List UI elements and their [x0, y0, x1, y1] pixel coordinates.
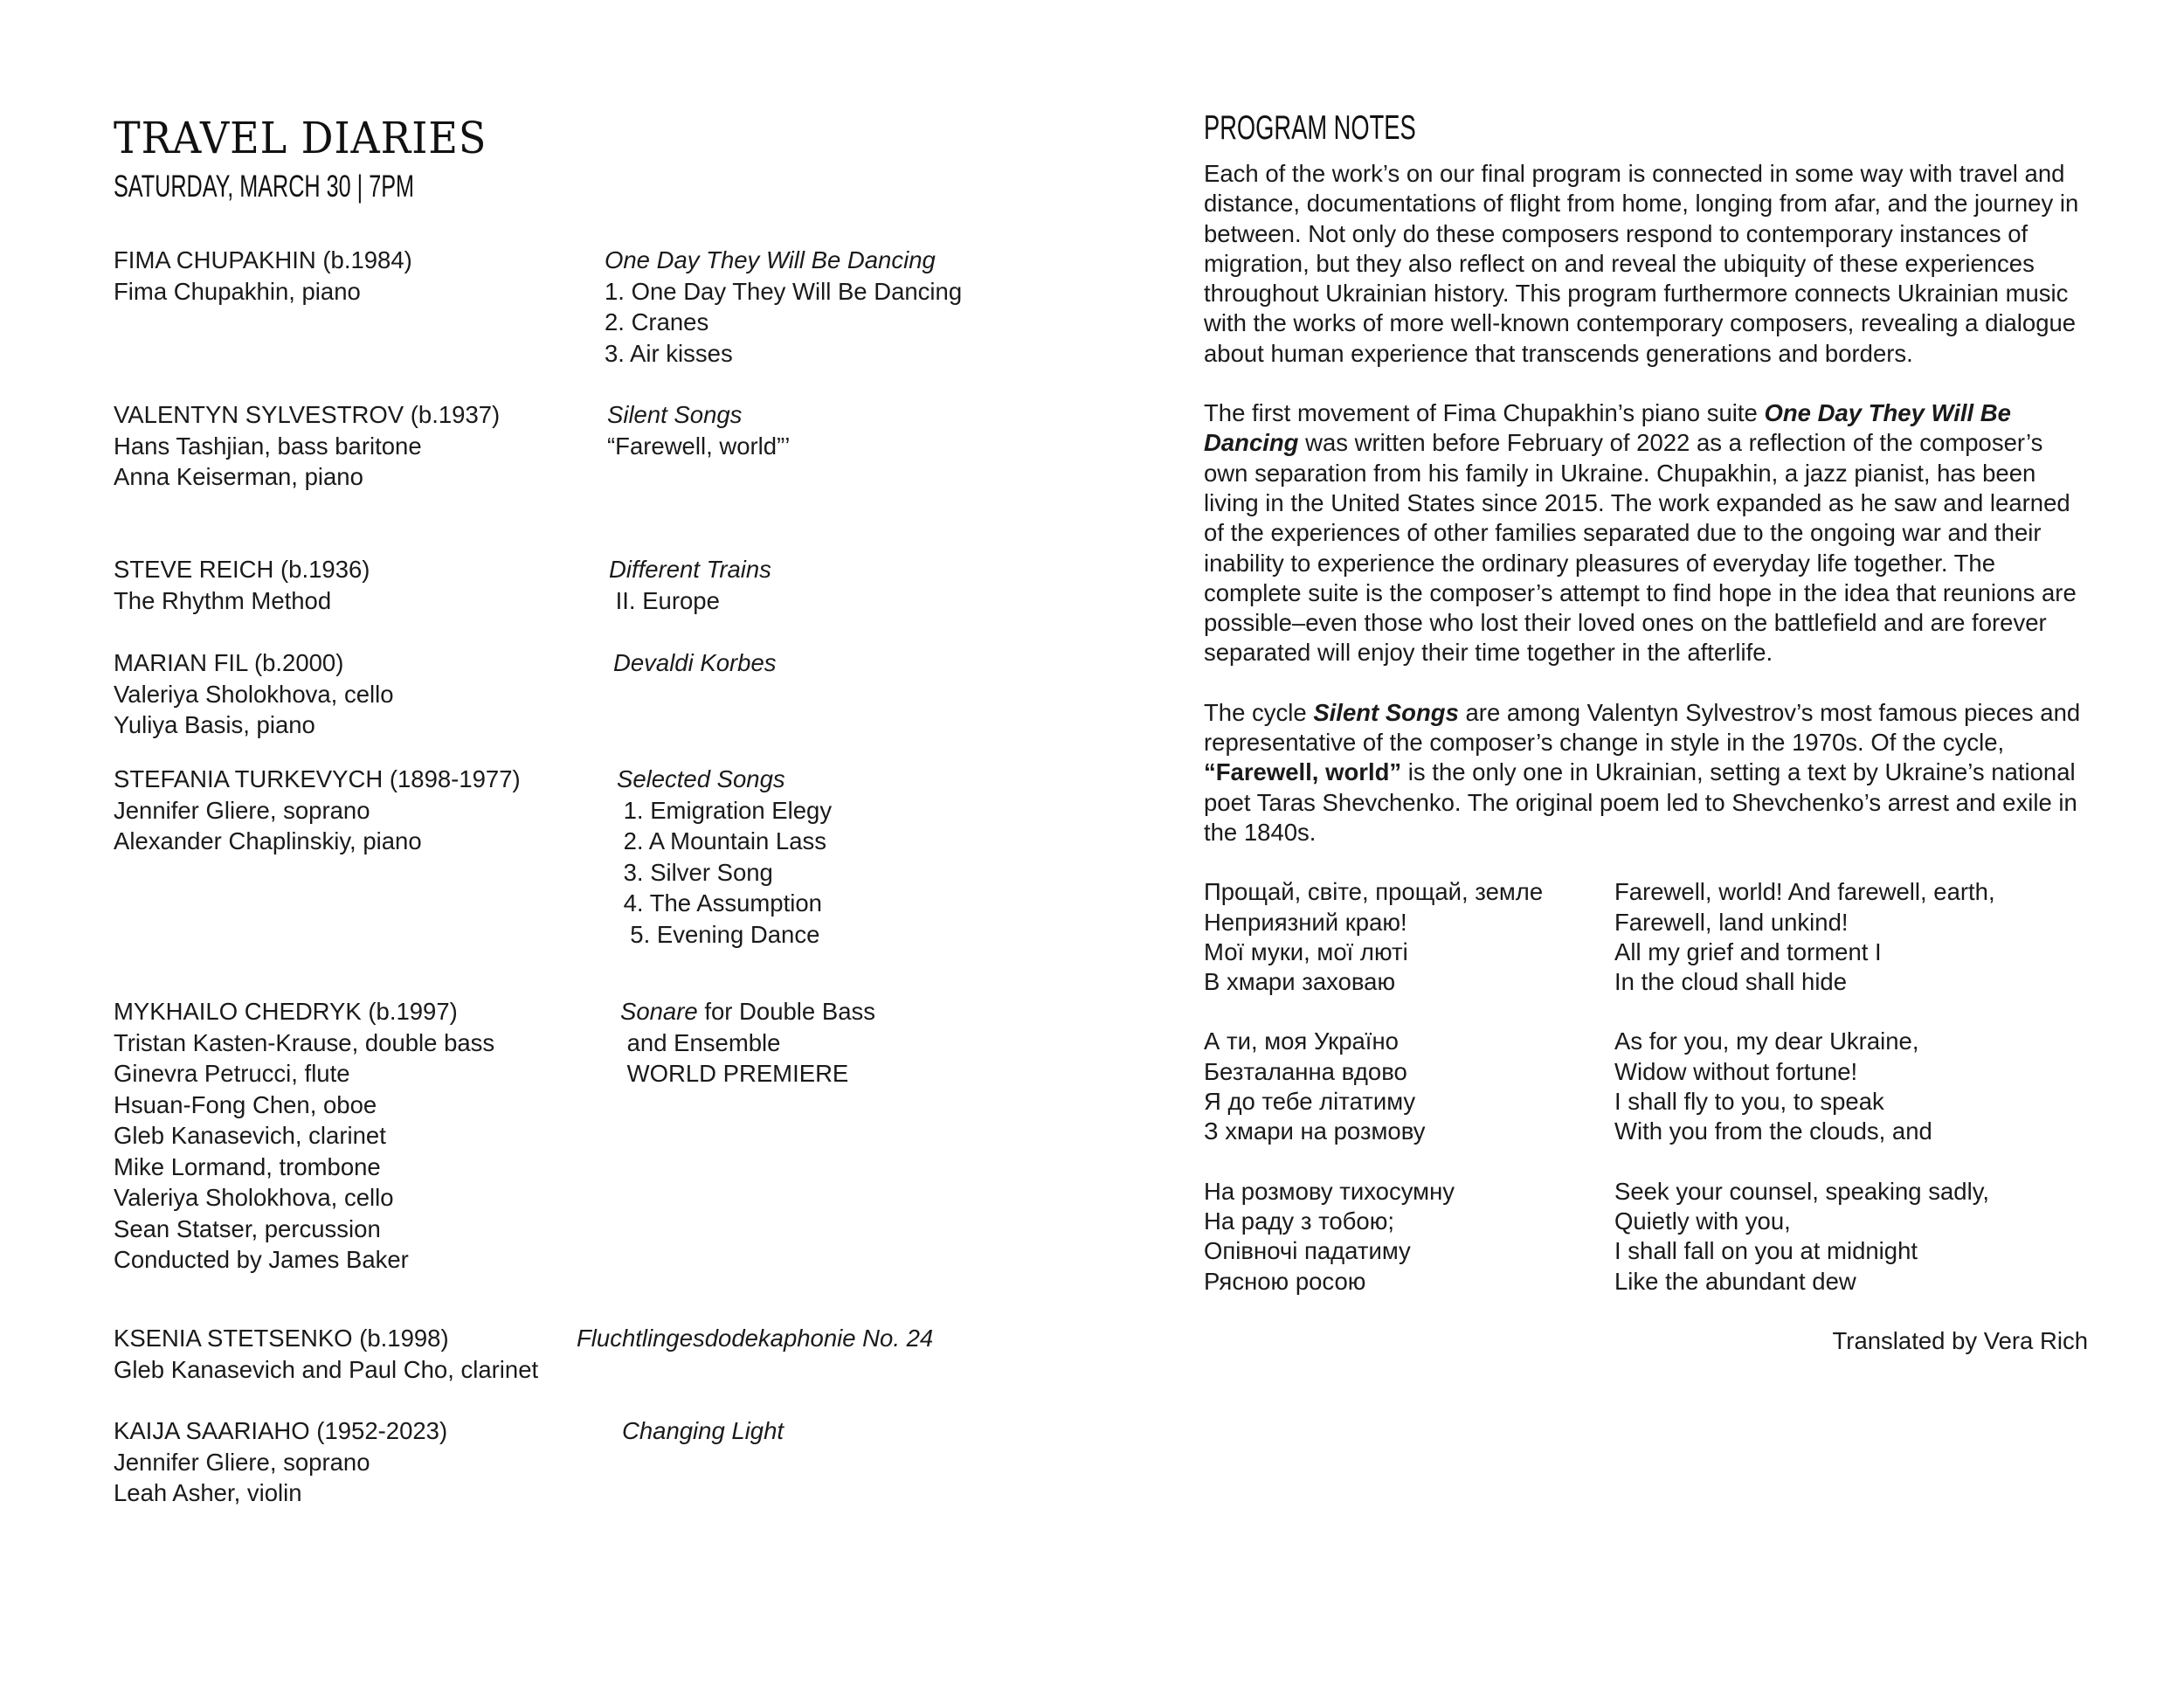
poem-line: В хмари заховаю	[1204, 968, 1396, 996]
performer: Tristan Kasten-Krause, double bass	[114, 1028, 495, 1056]
composer-name: STEFANIA TURKEVYCH (1898-1977)	[114, 765, 521, 792]
work	[622, 1415, 784, 1447]
program-notes	[1204, 159, 2088, 847]
movement: 2. A Mountain Lass	[617, 827, 827, 854]
movement: and Ensemble	[620, 1028, 781, 1056]
movement: 3. Silver Song	[617, 858, 773, 886]
work-title-line	[617, 764, 832, 795]
performer: Mike Lormand, trombone	[114, 1152, 381, 1180]
work-title-suffix: for Double Bass	[697, 998, 875, 1025]
poem-line: Like the abundant dew	[1614, 1267, 1856, 1295]
work	[609, 554, 771, 616]
program-entry	[114, 554, 1118, 616]
poem-line: Quietly with you,	[1614, 1207, 1791, 1235]
notes-paragraph	[1204, 698, 2088, 847]
poem-line: Farewell, world! And farewell, earth,	[1614, 878, 1995, 906]
performer: Hsuan-Fong Chen, oboe	[114, 1090, 377, 1118]
program-entry	[114, 245, 1118, 367]
poem-line: I shall fly to you, to speak	[1614, 1088, 1884, 1116]
program-page	[114, 112, 1118, 1506]
performer: Anna Keiserman, piano	[114, 463, 363, 490]
work	[607, 399, 790, 461]
poem-stanza	[1204, 1027, 2088, 1146]
performer: Jennifer Gliere, soprano	[114, 796, 370, 824]
composer-name: STEVE REICH (b.1936)	[114, 556, 370, 583]
work-title-line	[622, 1415, 784, 1447]
notes-heading: PROGRAM NOTES	[1204, 109, 1416, 147]
notes-text: The cycle	[1204, 698, 1314, 726]
work-title: Fluchtlingesdodekaphonie No. 24	[577, 1325, 934, 1352]
poem-line: Рясною росою	[1204, 1267, 1366, 1295]
work-title: Silent Songs	[607, 401, 743, 428]
concert-title: TRAVEL DIARIES	[114, 113, 487, 163]
notes-text: Each of the work’s on our final program is connected in some way with travel and distance, documentations of flight from home, longing from afar, and the journey in between. Not only do these composers respond to contemporary instances of migration, but they also reflect on and reveal the ubiquity of these experiences throughout Ukrainian history. This program furthermore connects Ukrainian music with the works of more well-known contemporary composers, revealing a dialogue about human experience that transcends generations and borders.	[1204, 160, 2079, 367]
poem-line: На раду з тобою;	[1204, 1207, 1394, 1235]
poem-line: Farewell, land unkind!	[1614, 908, 1849, 936]
poem-stanza	[1204, 1177, 2088, 1297]
movement: 3. Air kisses	[605, 339, 733, 367]
ukrainian-text	[1204, 1177, 1614, 1297]
program-entry	[114, 647, 1118, 741]
movement: 1. Emigration Elegy	[617, 796, 833, 824]
poem-line: Я до тебе літатиму	[1204, 1088, 1416, 1116]
poem-line: I shall fall on you at midnight	[1614, 1237, 1918, 1265]
performer: Leah Asher, violin	[114, 1479, 302, 1506]
notes-paragraph	[1204, 398, 2088, 668]
notes-text: was written before February of 2022 as a reflection of the composer’s own separation from his family in Ukraine. Chupakhin, a jazz pianist, has been living in the United States since 2015. The work expanded as he saw and learned of the experiences of other families separated due to the ongoing war and their inability to experience the ordinary pleasures of everyday life together. The complete suite is the composer’s attempt to find hope in the idea that reunions are possible–even those who lost their loved ones on the battlefield and are forever separated will enjoy their time together in the afterlife.	[1204, 429, 2077, 667]
work-title: Sonare	[620, 998, 698, 1025]
performer: Conducted by James Baker	[114, 1246, 409, 1273]
poem-line: As for you, my dear Ukraine,	[1614, 1027, 1919, 1055]
work-title-line	[577, 1323, 933, 1354]
program-entry	[114, 1415, 1118, 1509]
work-title-line	[613, 647, 776, 679]
work-title-line	[605, 245, 962, 276]
performer: Valeriya Sholokhova, cello	[114, 680, 394, 708]
concert-date: SATURDAY, MARCH 30 | 7PM	[114, 169, 415, 204]
work-title: Devaldi Korbes	[613, 649, 777, 676]
poem-line: All my grief and torment I	[1614, 937, 1882, 965]
notes-page	[1204, 108, 2088, 1356]
poem-line: Seek your counsel, speaking sadly,	[1614, 1177, 1990, 1205]
poem-line: З хмари на розмову	[1204, 1117, 1426, 1145]
poem-line: Безталанна вдово	[1204, 1057, 1407, 1085]
poem-line: На розмову тихосумну	[1204, 1177, 1455, 1205]
song-title-emphasis: “Farewell, world”	[1204, 758, 1402, 786]
performer: Alexander Chaplinskiy, piano	[114, 827, 422, 854]
poem-line: Опівночі падатиму	[1204, 1237, 1411, 1265]
program-entry	[114, 764, 1118, 948]
program-entry	[114, 399, 1118, 493]
work	[605, 245, 962, 369]
poem	[1204, 877, 2088, 1297]
performer: Valeriya Sholokhova, cello	[114, 1184, 394, 1211]
poem-line: Widow without fortune!	[1614, 1057, 1858, 1085]
poem-line: In the cloud shall hide	[1614, 968, 1848, 996]
performer: The Rhythm Method	[114, 586, 332, 614]
composer-name: FIMA CHUPAKHIN (b.1984)	[114, 246, 412, 273]
program-entry	[114, 996, 1118, 1276]
notes-paragraph	[1204, 159, 2088, 369]
performer: Gleb Kanasevich, clarinet	[114, 1122, 386, 1149]
composer-name: KSENIA STETSENKO (b.1998)	[114, 1325, 449, 1352]
performer: Jennifer Gliere, soprano	[114, 1448, 370, 1476]
work-title: Changing Light	[622, 1417, 784, 1444]
english-translation	[1614, 877, 2086, 997]
poem-line: Мої муки, мої люті	[1204, 937, 1408, 965]
notes-text: are among Valentyn Sylvestrov’s most famous pieces and representative of the composer’s change in style in the 1970s. Of the cycle,	[1204, 698, 2081, 757]
poem-stanza	[1204, 877, 2088, 997]
composer-name: VALENTYN SYLVESTROV (b.1937)	[114, 401, 501, 428]
performer: Ginevra Petrucci, flute	[114, 1060, 350, 1087]
performer: Fima Chupakhin, piano	[114, 277, 361, 305]
movement: 2. Cranes	[605, 308, 709, 336]
work-title-line	[607, 399, 790, 431]
work	[620, 996, 875, 1090]
performer: Gleb Kanasevich and Paul Cho, clarinet	[114, 1355, 539, 1383]
work-title: Selected Songs	[617, 765, 785, 792]
composer-name: KAIJA SAARIAHO (1952-2023)	[114, 1417, 448, 1444]
composer-name: MYKHAILO CHEDRYK (b.1997)	[114, 998, 458, 1025]
movement: 1. One Day They Will Be Dancing	[605, 277, 963, 305]
work-title: Different Trains	[609, 556, 771, 583]
program-entry	[114, 1323, 1118, 1385]
poem-line: Неприязний краю!	[1204, 908, 1407, 936]
notes-text: The first movement of Fima Chupakhin’s piano suite	[1204, 399, 1765, 427]
ukrainian-text	[1204, 877, 1614, 997]
poem-line: Прощай, світе, прощай, земле	[1204, 878, 1544, 906]
work-title: One Day They Will Be Dancing	[605, 246, 936, 273]
movement: WORLD PREMIERE	[620, 1060, 849, 1087]
composer-name: MARIAN FIL (b.2000)	[114, 649, 344, 676]
work	[577, 1323, 933, 1354]
work-title-emphasis: Silent Songs	[1313, 698, 1459, 726]
performer: Yuliya Basis, piano	[114, 711, 315, 738]
notes-text: is the only one in Ukrainian, setting a text by Ukraine’s national poet Taras Shevchenko. The original poem led to Shevchenko’s arrest and exile in the 1840s.	[1204, 758, 2077, 846]
work	[617, 764, 832, 950]
movement: 4. The Assumption	[617, 889, 822, 917]
english-translation	[1614, 1027, 2086, 1146]
translation-credit: Translated by Vera Rich	[1832, 1326, 2088, 1354]
movement: “Farewell, world”’	[607, 432, 791, 460]
movement: II. Europe	[609, 586, 720, 614]
work-title-line	[609, 554, 771, 585]
english-translation	[1614, 1177, 2086, 1297]
work-title-line	[620, 996, 875, 1027]
movement: 5. Evening Dance	[617, 920, 820, 948]
poem-line: With you from the clouds, and	[1614, 1117, 1932, 1145]
poem-line: А ти, моя Україно	[1204, 1027, 1399, 1055]
performer: Sean Statser, percussion	[114, 1214, 381, 1242]
work-title-emphasis: One Day They Will Be Dancing	[1204, 399, 2011, 457]
performer: Hans Tashjian, bass baritone	[114, 432, 422, 460]
work	[613, 647, 776, 679]
ukrainian-text	[1204, 1027, 1614, 1146]
